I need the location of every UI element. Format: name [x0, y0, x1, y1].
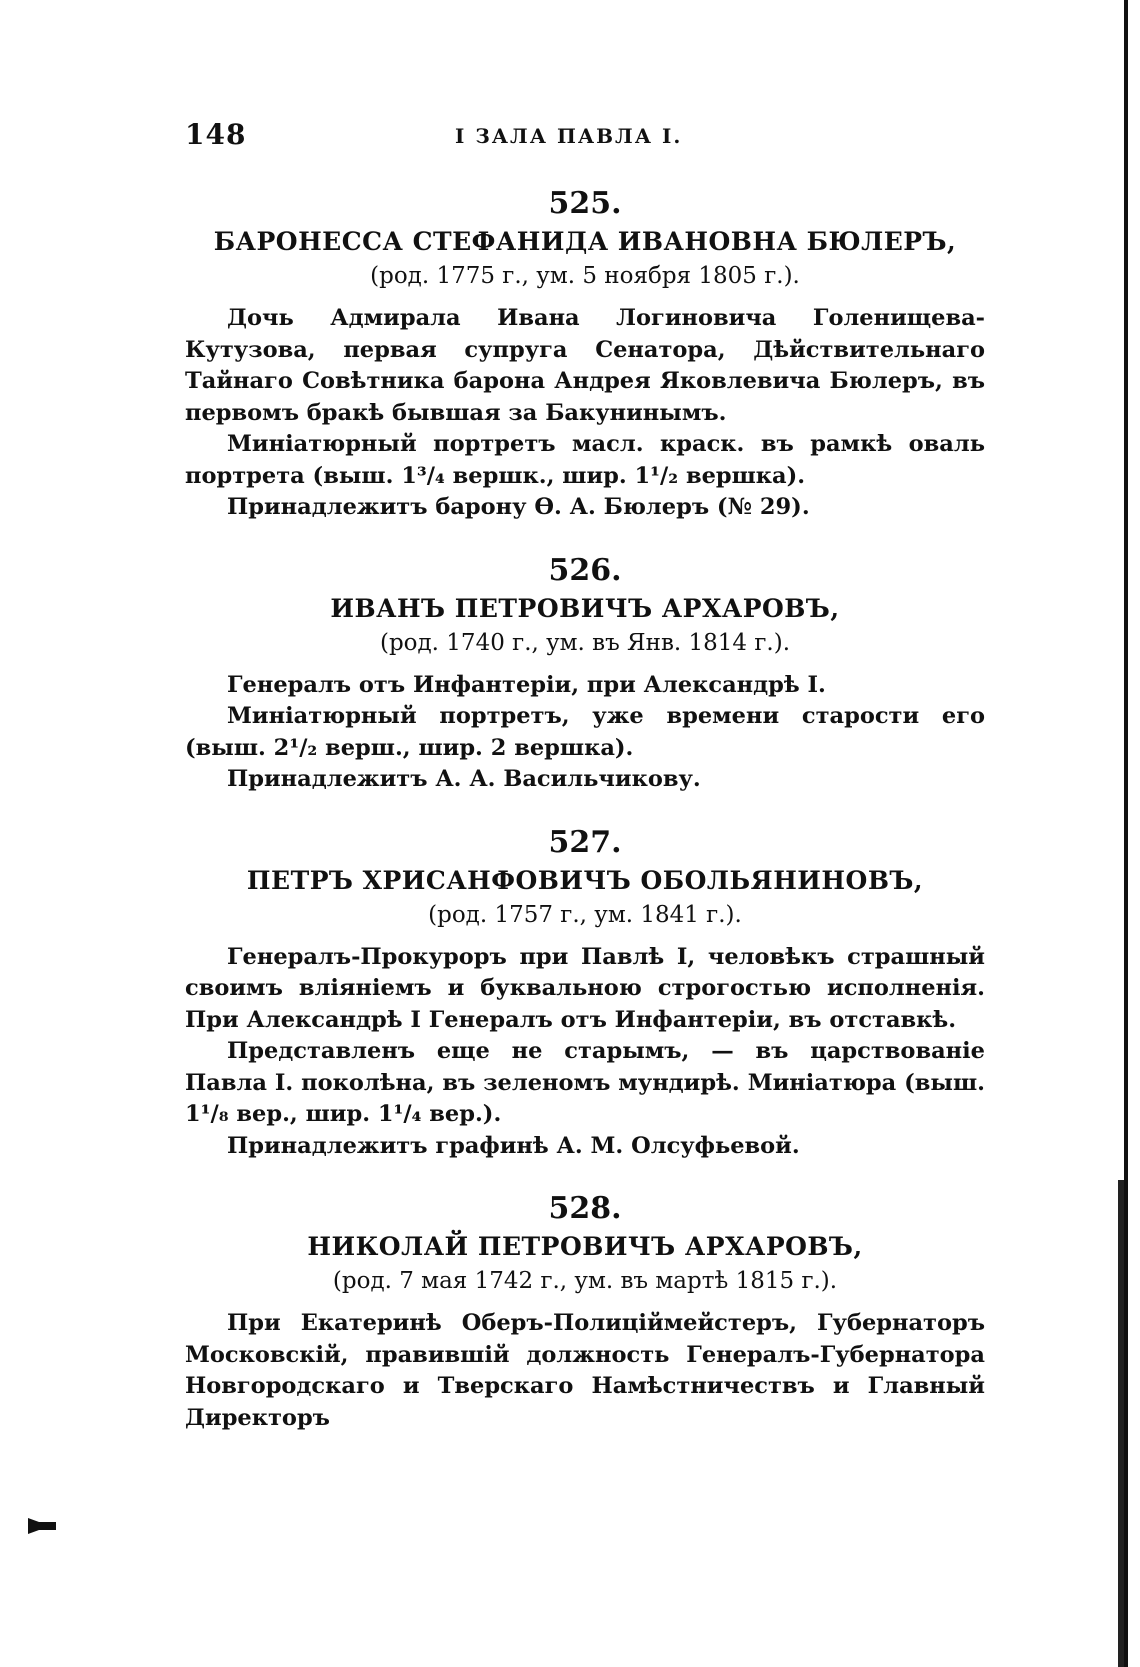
- entry-paragraph: Принадлежитъ барону Ѳ. А. Бюлеръ (№ 29).: [227, 494, 810, 520]
- entry-paragraph: Дочь Адмирала Ивана Логиновича Голенищева-Кутузова, первая супруга Сенатора, Дѣйствительнаго Тайнаго Совѣтника барона Андрея Яковлевича Бюлеръ, въ первомъ бракѣ бывшая за Бакунинымъ.: [185, 305, 985, 426]
- catalog-entry-527: [185, 824, 985, 1163]
- margin-arrow-icon: [28, 1518, 50, 1534]
- entry-name: ИВАНЪ ПЕТРОВИЧЪ АРХАРОВЪ,: [330, 593, 840, 623]
- entry-paragraph: Миніатюрный портретъ, уже времени старости его (выш. 2¹/₂ верш., шир. 2 вершка).: [185, 703, 985, 761]
- running-head: I ЗАЛА ПАВЛА I.: [455, 124, 683, 148]
- entry-dates: (род. 7 мая 1742 г., ум. въ мартѣ 1815 г.).: [332, 1268, 838, 1294]
- entry-paragraph: При Екатеринѣ Оберъ-Полицiймейстеръ, Губернаторъ Московскiй, правившiй должность Генералъ-Губернатора Новгородскаго и Тверскаго Намѣстничествъ и Главный Директоръ: [185, 1310, 985, 1431]
- catalog-entry-525: [185, 185, 985, 524]
- entry-number: 525.: [548, 186, 622, 221]
- entry-paragraph: Принадлежитъ графинѣ А. М. Олсуфьевой.: [227, 1132, 800, 1159]
- entry-name: ПЕТРЪ ХРИСАНФОВИЧЪ ОБОЛЬЯНИНОВЪ,: [246, 865, 924, 895]
- entry-number: 528.: [548, 1191, 622, 1226]
- page-edge-bar: [1124, 0, 1128, 1667]
- entry-number: 527.: [548, 824, 622, 860]
- entry-dates: (род. 1757 г., ум. 1841 г.).: [428, 901, 742, 928]
- entry-number: 526.: [548, 552, 622, 588]
- catalog-entry-526: [185, 552, 985, 796]
- entry-paragraph: Представленъ еще не старымъ, — въ царствованіе Павла I. поколѣна, въ зеленомъ мундирѣ. Миніатюра (выш. 1¹/₈ вер., шир. 1¹/₄ вер.).: [185, 1038, 985, 1127]
- page-content: [185, 185, 985, 1462]
- page-number: 148: [185, 118, 247, 151]
- entry-dates: (род. 1775 г., ум. 5 ноября 1805 г.).: [370, 263, 800, 289]
- entry-paragraph: Принадлежитъ А. А. Васильчикову.: [227, 766, 701, 792]
- entry-name: НИКОЛАЙ ПЕТРОВИЧЪ АРХАРОВЪ,: [307, 1232, 863, 1261]
- catalog-entry-528: [185, 1190, 985, 1434]
- entry-paragraph: Миніатюрный портретъ масл. краск. въ рамкѣ оваль портрета (выш. 1³/₄ вершк., шир. 1¹/₂ вершка).: [185, 431, 985, 489]
- entry-dates: (род. 1740 г., ум. въ Янв. 1814 г.).: [379, 629, 791, 656]
- page-edge-shadow: [1118, 1180, 1124, 1667]
- entry-paragraph: Генералъ отъ Инфантеріи, при Александрѣ I.: [227, 671, 826, 698]
- entry-name: БАРОНЕССА СТЕФАНИДА ИВАНОВНА БЮЛЕРЪ,: [213, 227, 957, 256]
- entry-paragraph: Генералъ-Прокуроръ при Павлѣ I, человѣкъ страшный своимъ вліяніемъ и буквальною строгостью исполненія. При Александрѣ I Генералъ отъ Инфантеріи, въ отставкѣ.: [185, 943, 985, 1033]
